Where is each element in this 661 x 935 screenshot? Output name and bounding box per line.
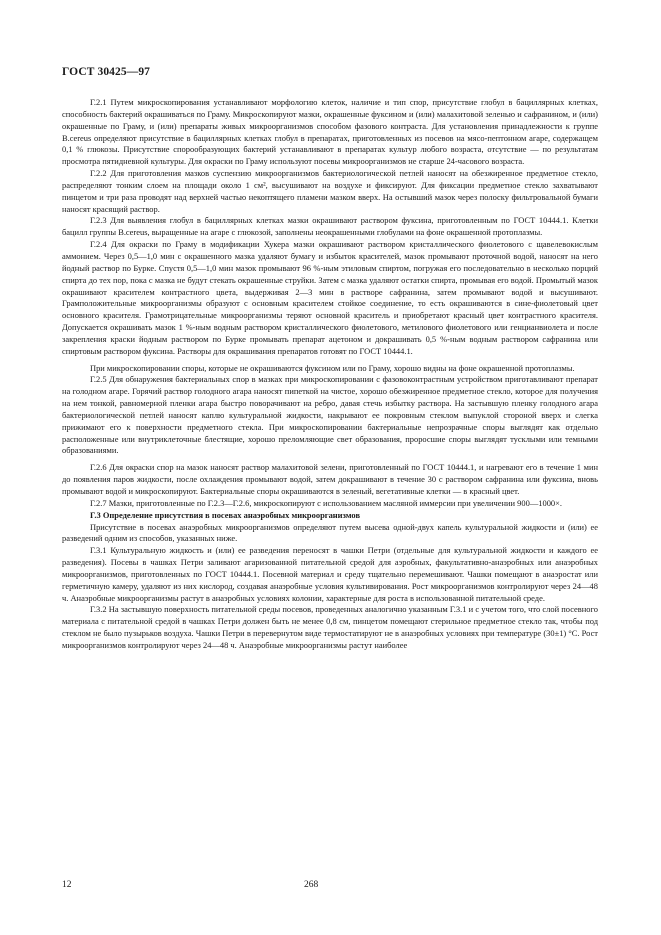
paragraph-g31: Г.3.1 Культуральную жидкость и (или) ее разведения переносят в чашки Петри (отдельные для культуральной жидкости и каждого ее разведения). Посевы в чашках Петри заливают агаризованной питательной средой для аэробных, факультативно-анаэробных или анаэробных микроорганизмов, приготовленных по ГОСТ 10444.1. Посевной материал и среду тщательно перемешивают. Чашки помещают в анаэростат или герметичную камеру, удаляют из них кислород, создавая анаэробные условия культивирования. Рост микроорганизмов контролируют через 24—48 ч. Анаэробные микроорганизмы растут в анаэробных условиях колонии, характерные для роста в использованной питательной среде. <box>62 545 598 603</box>
paragraph-g27: Г.2.7 Мазки, приготовленные по Г.2.3—Г.2.6, микроскопируют с использованием масляной иммерсии при увеличении 900—1000×. <box>90 497 562 508</box>
paragraph-spores-note: При микроскопировании споры, которые не окрашиваются фуксином или по Граму, хорошо видны на фоне окрашенной протоплазмы. <box>90 362 575 373</box>
paragraph-g3-intro: Присутствие в посевах анаэробных микроорганизмов определяют путем высева одной-двух капель культуральной жидкости и (или) ее разведений одним из способов, указанных ниже. <box>62 521 598 544</box>
paragraph-g24: Г.2.4 Для окраски по Граму в модификации Хукера мазки окрашивают раствором кристаллического фиолетового с щавелевокислым аммонием. Через 0,5—1,0 мин с окрашенного мазка удаляют бумагу и избыток красителей, мазок промывают проточной водой, наносят на него йодный раствор по Бурке. Спустя 0,5—1,0 мин мазок промывают 96 %-ным этиловым спиртом, погружая его последовательно в несколько порций спирта до тех пор, пока с мазка не будут стекать окрашенные струйки. Затем с мазка удаляют остатки спирта, промывая его водой. Промытый мазок окрашивают красителем контрастного цвета, выдерживая 2—3 мин в растворе сафранина, затем промывают водой и высушивают. Грамположительные микроорганизмы образуют с основным красителем стойкое соединение, то есть окрашиваются в сине-фиолетовый цвет основного красителя. Грамотрицательные микроорганизмы теряют основной краситель и приобретают красный цвет контрастного красителя. Допускается окрашивать мазок 1 %-ным водным раствором кристаллического фиолетового, метилового фиолетового или генцианвиолета и после закрепления краски йодным раствором по Бурке промывать препарат ацетоном и докрашивать 0,5 %-ным водным раствором сафранина или спиртовым раствором фуксина. Растворы для окрашивания препаратов готовят по ГОСТ 10444.1. <box>62 239 598 356</box>
paragraph-g32: Г.3.2 На застывшую поверхность питательной среды посевов, проведенных аналогично указанным Г.3.1 и с учетом того, что слой посевного материала с питательной средой в чашках Петри должен быть не менее 0,8 см, пинцетом помещают стерильное предметное стекло так, чтобы под стеклом не было пузырьков воздуха. Чашки Петри в перевернутом виде термостатируют не в анаэробных условиях при температуре (30±1) °С. Рост микроорганизмов контролируют через 24—48 ч. Анаэробные микроорганизмы растут наиболее <box>62 604 598 650</box>
paragraph-g25: Г.2.5 Для обнаружения бактериальных спор в мазках при микроскопировании с фазовоконтрастным устройством приготавливают препарат на голодном агаре. Горячий раствор голодного агара наносят пипеткой на чистое, хорошо обезжиренное предметное стекло, которое для получения на нем тонкой, равномерной пленки агара быстро поворачивают на ребро, давая стечь избытку раствора. На застывшую пленку голодного агара бактериологической петлей наносят каплю культуральной жидкости, накрывают ее покровным стеклом выпуклой стороной вверх и слегка прижимают его к поверхности предметного стекла. При микроскопировании бактериальные непрозрачные споры выглядят как отдельно расположенные или внутриклеточные блестящие, хорошо преломляющие свет образования, проросшие споры выглядят тусклыми или темными образованиями. <box>62 374 598 456</box>
paragraph-g23: Г.2.3 Для выявления глобул в бациллярных клетках мазки окрашивают раствором фуксина, приготовленным по ГОСТ 10444.1. Клетки бацилл группы B.cereus, выращенные на агаре с глюкозой, заполнены неокрашенными глобулами на фоне окрашенной протоплазмы. <box>62 215 598 238</box>
paragraph-g21: Г.2.1 Путем микроскопирования устанавливают морфологию клеток, наличие и тип спор, присутствие глобул в бациллярных клетках, способность бактерий окрашиваться по Граму. Микроскопируют мазки, окрашенные фуксином и (или) малахитовой зеленью и сафранином, и (или) окрашенные по Граму, и (или) препараты живых микроорганизмов способом фазового контраста. Для установления принадлежности к группе B.cereus определяют присутствие в бациллярных клетках глобул в препаратах, приготовленных из посевов на мясо-пептонном агаре, содержащем 0,1 % глюкозы. Присутствие спорообразующих бактерий устанавливают в препаратах культур любого возраста, отсутствие — по результатам просмотра пятидневной культуры. Для окраски по Граму используют посевы микроорганизмов не старше 24-часового возраста. <box>62 97 598 167</box>
paragraph-g26: Г.2.6 Для окраски спор на мазок наносят раствор малахитовой зелени, приготовленный по ГОСТ 10444.1, и нагревают его в течение 1 мин до появления паров жидкости, после охлаждения промывают водой, затем докрашивают в течение 30 с раствором сафранина или фуксина, вновь промывают водой и микроскопируют. Бактериальные споры окрашиваются в зеленый, вегетативные клетки — в красный цвет. <box>62 462 598 496</box>
document-body <box>62 97 598 652</box>
page-number: 268 <box>304 880 319 890</box>
document-header: ГОСТ 30425—97 <box>62 66 151 78</box>
paragraph-g22: Г.2.2 Для приготовления мазков суспензию микроорганизмов бактериологической петлей наносят на обезжиренное предметное стекло, распределяют тонким слоем на площади около 1 см², высушивают на воздухе и фиксируют. Для фиксации предметное стекло захватывают пинцетом и три раза проводят над верхней частью некоптящего пламени мазком вверх. На остывший мазок через полоску фильтровальной бумаги наносят красящий раствор. <box>62 168 598 214</box>
footer-edition-number: 12 <box>62 880 72 890</box>
section-heading-g3: Г.3 Определение присутствия в посевах анаэробных микроорганизмов <box>90 509 361 520</box>
